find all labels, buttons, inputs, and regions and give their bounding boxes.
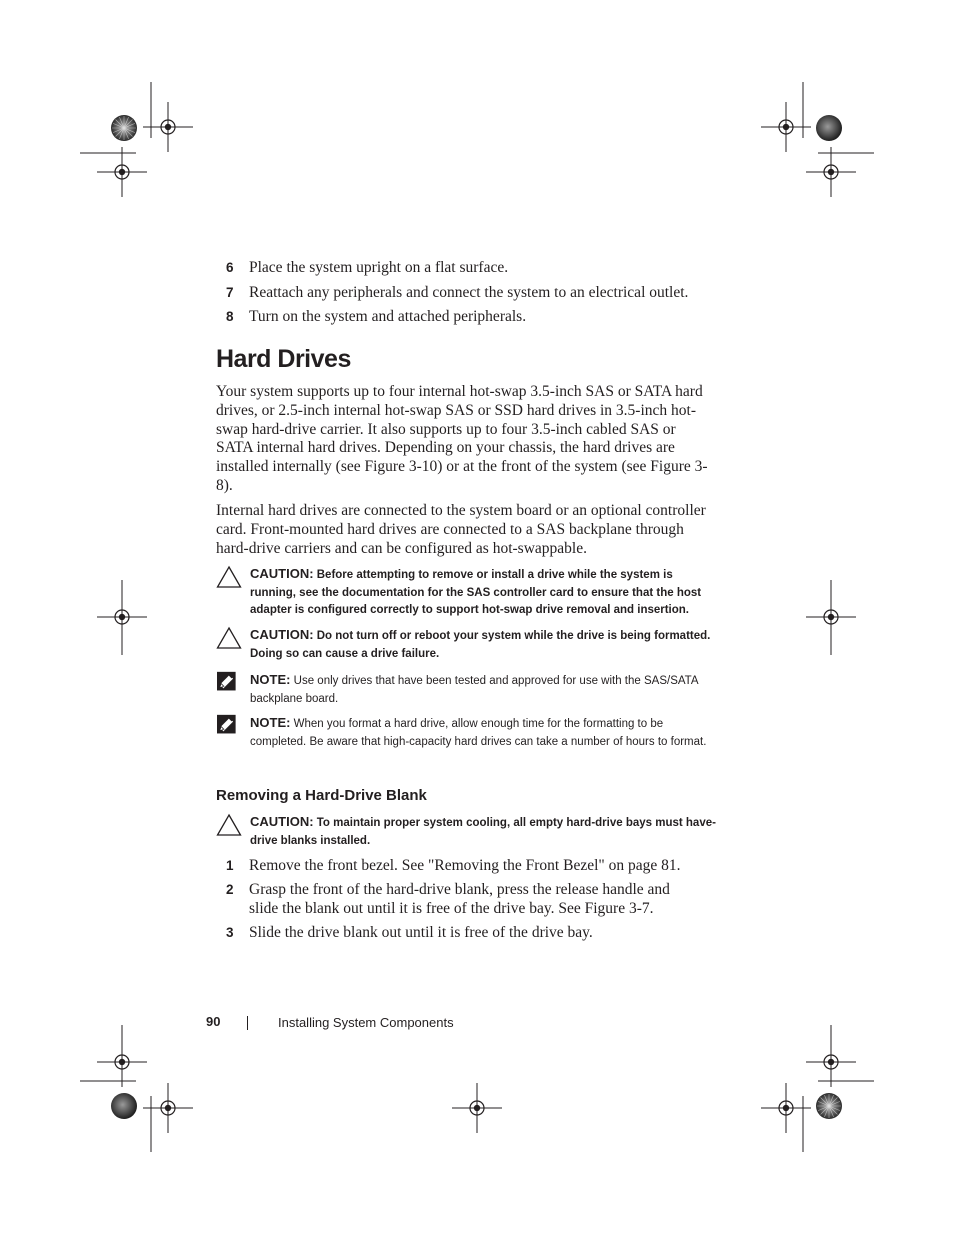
caution-text: Before attempting to remove or install a drive while the system is running, see the documentation for the SAS controller card to ensure that the host adapter is configured correctly to support hot-swap drive removal and insertion. — [250, 569, 702, 616]
step-text: Place the system upright on a flat surface. — [249, 259, 509, 276]
connection-paragraph: Internal hard drives are connected to the system board or an optional controller card. Front-mounted hard drives are connected to a SAS backplane through hard-drive carriers and can be configured as hot-swappable. — [216, 502, 706, 557]
note-pencil-icon — [217, 671, 239, 693]
footer-separator — [247, 1016, 248, 1030]
note-notice — [216, 671, 721, 708]
caution-body — [250, 626, 721, 663]
step-text: Grasp the front of the hard-drive blank, press the release handle and slide the blank out until it is free of the drive bay. See Figure 3-7. — [249, 881, 670, 917]
note-body — [250, 671, 721, 708]
caution-text: To maintain proper system cooling, all empty hard-drive bays must have-drive blanks installed. — [250, 817, 716, 847]
caution-notice — [216, 813, 721, 850]
caution-text: Do not turn off or reboot your system while the drive is being formatted. Doing so can cause a drive failure. — [250, 630, 711, 660]
caution-label: CAUTION: — [250, 566, 314, 581]
section-title: Hard Drives — [216, 345, 351, 373]
note-pencil-icon — [217, 714, 239, 736]
note-label: NOTE: — [250, 672, 291, 687]
step-item — [216, 308, 716, 327]
step-number: 2 — [226, 882, 234, 897]
caution-body — [250, 813, 721, 850]
step-number: 1 — [226, 858, 234, 873]
caution-label: CAUTION: — [250, 627, 314, 642]
step-item — [216, 924, 716, 943]
caution-body — [250, 565, 721, 620]
caution-notice — [216, 626, 721, 663]
step-number: 8 — [226, 309, 234, 324]
step-item — [216, 857, 716, 876]
step-number: 7 — [226, 285, 234, 300]
intro-paragraph: Your system supports up to four internal hot-swap 3.5-inch SAS or SATA hard drives, or 2.5-inch internal hot-swap SAS or SSD hard drives in 3.5-inch hot-swap hard-drive carrier. It also supports up to four 3.5-inch cabled SAS or SATA internal hard drives. Depending on your chassis, the hard drives are installed internally (see Figure 3-10) or at the front of the system (see Figure 3-8). — [216, 383, 708, 494]
page-number: 90 — [206, 1014, 221, 1029]
step-item — [216, 259, 716, 278]
caution-label: CAUTION: — [250, 814, 314, 829]
caution-notice — [216, 565, 721, 620]
caution-triangle-icon — [216, 813, 242, 837]
step-text: Remove the front bezel. See "Removing the Front Bezel" on page 81. — [249, 857, 681, 874]
step-number: 6 — [226, 260, 234, 275]
step-text: Slide the drive blank out until it is free of the drive bay. — [249, 924, 593, 941]
note-text: Use only drives that have been tested and approved for use with the SAS/SATA backplane board. — [250, 675, 698, 705]
step-number: 3 — [226, 925, 234, 940]
step-text: Reattach any peripherals and connect the system to an electrical outlet. — [249, 284, 689, 301]
caution-triangle-icon — [216, 626, 242, 650]
footer-chapter-title: Installing System Components — [278, 1015, 454, 1030]
step-item — [216, 284, 716, 303]
note-notice — [216, 714, 721, 751]
note-label: NOTE: — [250, 715, 291, 730]
caution-triangle-icon — [216, 565, 242, 589]
step-text: Turn on the system and attached peripherals. — [249, 308, 527, 325]
note-body — [250, 714, 721, 751]
step-item — [216, 881, 716, 918]
subsection-title: Removing a Hard-Drive Blank — [216, 787, 427, 804]
note-text: When you format a hard drive, allow enough time for the formatting to be completed. Be aware that high-capacity hard drives can take a number of hours to format. — [250, 718, 707, 748]
